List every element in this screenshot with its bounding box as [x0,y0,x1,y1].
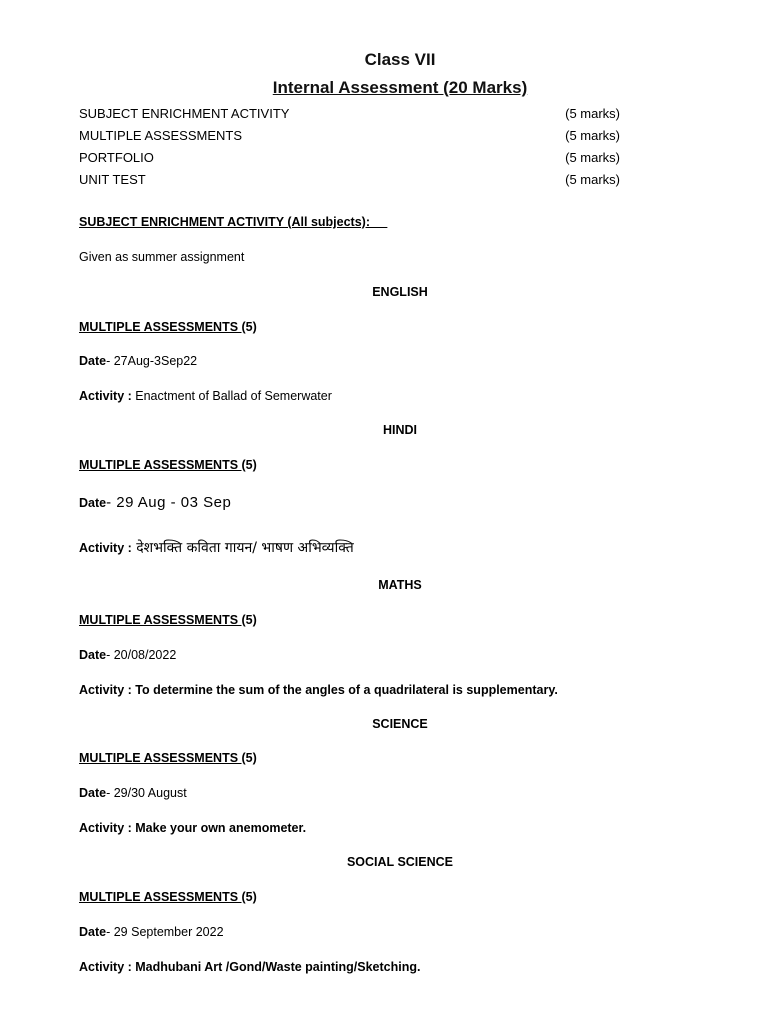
date-label: Date [79,786,107,800]
assessment-title-text: Internal Assessment (20 Marks) [272,78,528,97]
activity-label: Activity : [79,389,132,403]
subject-heading-social-science: SOCIAL SCIENCE [346,855,454,869]
marks-row [79,128,620,146]
activity-label: Activity : [79,821,132,835]
ma-label: MULTIPLE ASSESSMENTS [79,613,242,627]
multiple-assessments-heading [79,320,257,334]
ma-marks: (5) [241,890,257,904]
marks-value: (5 marks) [565,128,620,143]
date-value: - 29 September 2022 [106,925,224,939]
marks-value: (5 marks) [565,172,620,187]
multiple-assessments-heading [79,613,257,627]
subject-heading-english: ENGLISH [372,285,428,299]
assessment-title [0,78,768,98]
date-line [79,648,176,662]
ma-label: MULTIPLE ASSESSMENTS [79,320,242,334]
enrichment-note: Given as summer assignment [79,250,245,264]
marks-label: MULTIPLE ASSESSMENTS [79,128,243,143]
activity-value: Madhubani Art /Gond/Waste painting/Sketching. [131,960,421,974]
date-value: - 29 Aug - 03 Sep [106,494,232,511]
ma-marks: (5) [241,613,257,627]
activity-value: Make your own anemometer. [131,821,307,835]
date-label: Date [79,354,107,368]
ma-label: MULTIPLE ASSESSMENTS [79,751,242,765]
activity-line [79,821,306,835]
date-line [79,786,187,800]
activity-label: Activity : [79,541,132,555]
activity-line [79,960,420,974]
date-label: Date [79,925,107,939]
multiple-assessments-heading [79,751,257,765]
subject-heading-hindi: HINDI [382,423,418,437]
activity-line [79,538,354,557]
enrichment-heading-text: SUBJECT ENRICHMENT ACTIVITY (All subjects): [79,215,370,229]
activity-label: Activity : [79,683,132,697]
ma-label: MULTIPLE ASSESSMENTS [79,890,242,904]
date-value: - 20/08/2022 [106,648,177,662]
marks-value: (5 marks) [565,106,620,121]
date-value: - 27Aug-3Sep22 [106,354,198,368]
date-line [79,354,197,368]
date-line [79,494,231,511]
multiple-assessments-heading [79,458,257,472]
activity-value: Enactment of Ballad of Semerwater [131,389,332,403]
date-value: - 29/30 August [106,786,187,800]
activity-value: To determine the sum of the angles of a quadrilateral is supplementary. [131,683,558,697]
activity-line [79,389,332,403]
marks-row [79,172,620,190]
date-label: Date [79,648,107,662]
marks-label: SUBJECT ENRICHMENT ACTIVITY [79,106,290,121]
enrichment-heading [79,215,387,229]
marks-row [79,150,620,168]
ma-label: MULTIPLE ASSESSMENTS [79,458,242,472]
marks-row [79,106,620,124]
multiple-assessments-heading [79,890,257,904]
marks-value: (5 marks) [565,150,620,165]
ma-marks: (5) [241,458,257,472]
subject-heading-maths: MATHS [378,578,422,592]
date-line [79,925,224,939]
activity-line [79,683,558,697]
ma-marks: (5) [241,320,257,334]
activity-label: Activity : [79,960,132,974]
activity-value: देशभक्ति कविता गायन/ भाषण अभिव्यक्ति [131,540,354,556]
subject-heading-science: SCIENCE [372,717,428,731]
ma-marks: (5) [241,751,257,765]
date-label: Date [79,496,107,510]
class-title: Class VII [364,50,436,69]
marks-label: UNIT TEST [79,172,146,187]
marks-label: PORTFOLIO [79,150,154,165]
